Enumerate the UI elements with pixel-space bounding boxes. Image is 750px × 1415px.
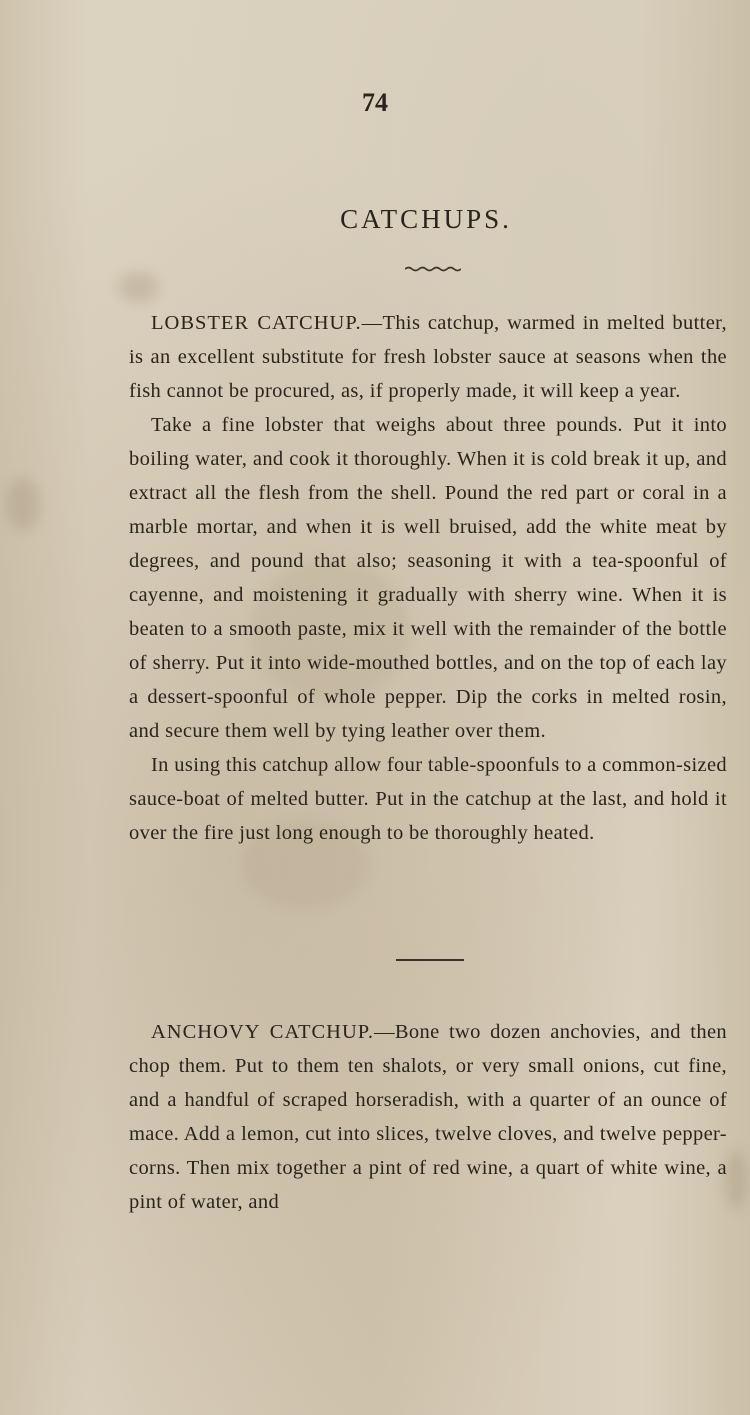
- title-ornament: [405, 266, 461, 272]
- section-divider: [396, 959, 464, 961]
- paper-stain: [725, 1150, 747, 1210]
- anchovy-intro-paragraph: [129, 1015, 727, 1219]
- paper-stain: [118, 272, 158, 302]
- chapter-title: CATCHUPS.: [340, 204, 512, 234]
- paper-stain: [6, 478, 40, 530]
- lobster-catchup-section: [129, 306, 727, 850]
- lobster-method-paragraph: Take a fine lobster that weighs about three pounds. Put it into boiling water, and cook it thoroughly. When it is cold break it up, and extract all the flesh from the shell. Pound the red part or coral in a marble mortar, and when it is well bruised, add the white meat by degrees, and pound that also; seasoning it with a tea-spoonful of cayenne, and moistening it gradually with sherry wine. When it is beaten to a smooth paste, mix it well with the remainder of the bottle of sherry. Put it into wide-mouthed bottles, and on the top of each lay a dessert-spoonful of whole pepper. Dip the corks in melted rosin, and secure them well by tying leather over them.: [129, 414, 727, 742]
- lobster-intro-paragraph: [129, 306, 727, 408]
- lobster-usage-paragraph: In using this catchup allow four table-spoonfuls to a common-sized sauce-boat of melted butter. Put in the catchup at the last, and hold it over the fire just long enough to be thoroughly heated.: [129, 754, 727, 844]
- anchovy-catchup-section: [129, 1015, 727, 1219]
- anchovy-catchup-heading: ANCHOVY CATCHUP.: [151, 1021, 375, 1043]
- page-number: 74: [362, 88, 388, 117]
- lobster-catchup-heading: LOBSTER CATCHUP.: [151, 312, 362, 334]
- lobster-intro-text: —This catchup, warmed in melted butter, is an excellent substitute for fresh lobster sauce at seasons when the fish cannot be procured, as, if properly made, it will keep a year.: [129, 312, 727, 402]
- anchovy-intro-text: —Bone two dozen anchovies, and then chop them. Put to them ten shalots, or very small onions, cut fine, and a handful of scraped horseradish, with a quarter of an ounce of mace. Add a lemon, cut into slices, twelve cloves, and twelve pepper-corns. Then mix together a pint of red wine, a quart of white wine, a pint of water, and: [129, 1021, 727, 1213]
